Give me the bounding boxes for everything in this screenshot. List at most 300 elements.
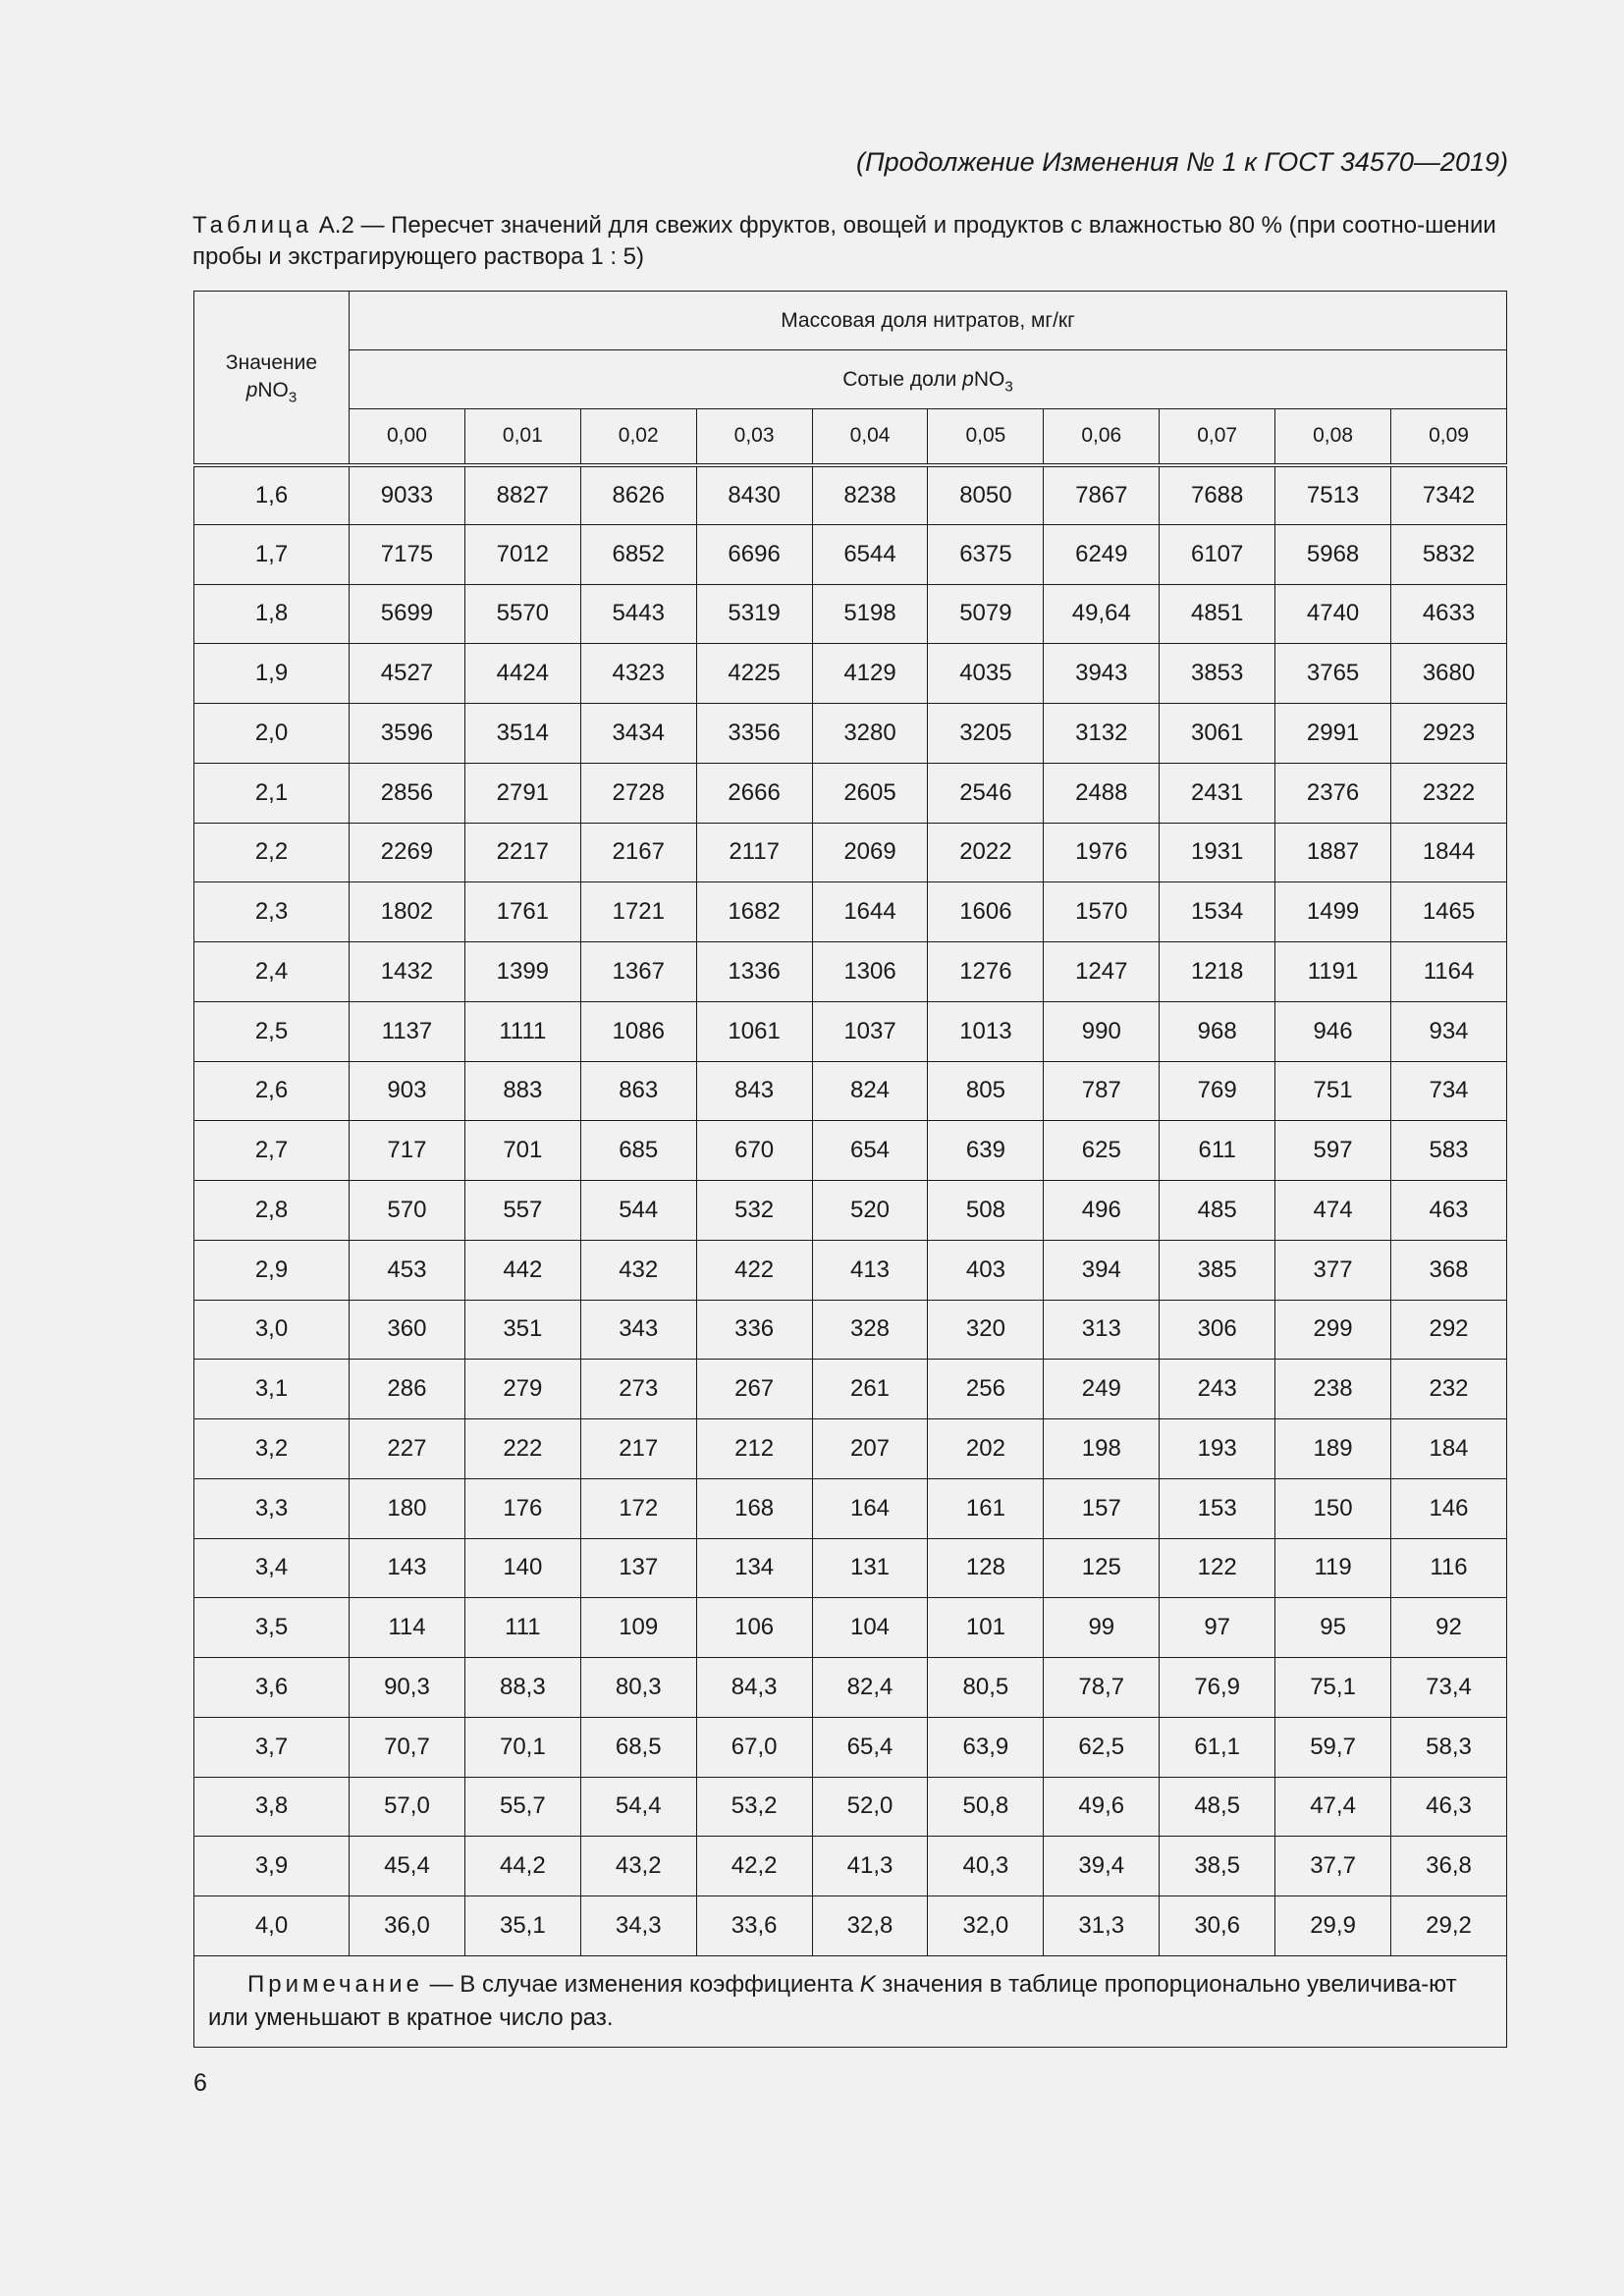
value-cell: 1887 [1275,823,1391,882]
value-cell: 1802 [350,882,465,942]
value-cell: 2117 [696,823,812,882]
row-param-cell: 2,6 [194,1061,350,1121]
row-param-cell: 3,1 [194,1360,350,1419]
value-cell: 202 [928,1419,1044,1479]
value-cell: 3765 [1275,644,1391,704]
table-row [194,704,1507,764]
value-cell: 320 [928,1300,1044,1360]
value-cell: 1721 [580,882,696,942]
value-cell: 1844 [1391,823,1507,882]
table-row [194,1896,1507,1956]
column-header: 0,01 [464,409,580,465]
table-row [194,1598,1507,1658]
value-cell: 3132 [1044,704,1160,764]
value-cell: 1218 [1160,942,1275,1002]
value-cell: 1306 [812,942,928,1002]
value-cell: 172 [580,1478,696,1538]
value-cell: 76,9 [1160,1658,1275,1718]
row-param-cell: 2,3 [194,882,350,942]
table-row [194,1360,1507,1419]
row-param-cell: 2,9 [194,1240,350,1300]
table-row [194,644,1507,704]
value-cell: 625 [1044,1121,1160,1181]
value-cell: 1247 [1044,942,1160,1002]
value-cell: 34,3 [580,1896,696,1956]
row-param-cell: 3,5 [194,1598,350,1658]
value-cell: 1164 [1391,942,1507,1002]
value-cell: 39,4 [1044,1837,1160,1896]
value-cell: 75,1 [1275,1658,1391,1718]
value-cell: 453 [350,1240,465,1300]
value-cell: 73,4 [1391,1658,1507,1718]
table-row [194,1300,1507,1360]
column-header: 0,03 [696,409,812,465]
note-label: Примечание [247,1970,423,1998]
value-cell: 2791 [464,763,580,823]
table-row [194,763,1507,823]
value-cell: 49,64 [1044,584,1160,644]
table-row [194,1001,1507,1061]
value-cell: 5570 [464,584,580,644]
running-head: (Продолжение Изменения № 1 к ГОСТ 34570—2019) [856,147,1508,177]
value-cell: 336 [696,1300,812,1360]
value-cell: 198 [1044,1419,1160,1479]
value-cell: 532 [696,1181,812,1241]
row-param-cell: 1,8 [194,584,350,644]
value-cell: 432 [580,1240,696,1300]
value-cell: 55,7 [464,1777,580,1837]
value-cell: 863 [580,1061,696,1121]
value-cell: 7513 [1275,465,1391,525]
value-cell: 2856 [350,763,465,823]
value-cell: 2605 [812,763,928,823]
row-param-cell: 1,7 [194,524,350,584]
value-cell: 32,8 [812,1896,928,1956]
value-cell: 463 [1391,1181,1507,1241]
row-param-cell: 2,4 [194,942,350,1002]
value-cell: 2431 [1160,763,1275,823]
nitrate-table [193,291,1507,2048]
value-cell: 1061 [696,1001,812,1061]
value-cell: 3061 [1160,704,1275,764]
value-cell: 6375 [928,524,1044,584]
value-cell: 134 [696,1538,812,1598]
value-cell: 685 [580,1121,696,1181]
table-row [194,1121,1507,1181]
value-cell: 37,7 [1275,1837,1391,1896]
value-cell: 1137 [350,1001,465,1061]
value-cell: 146 [1391,1478,1507,1538]
page-number: 6 [193,2069,207,2097]
value-cell: 7012 [464,524,580,584]
row-param-cell: 2,7 [194,1121,350,1181]
value-cell: 611 [1160,1121,1275,1181]
value-cell: 8626 [580,465,696,525]
table-row [194,823,1507,882]
value-cell: 88,3 [464,1658,580,1718]
row-param-cell: 1,6 [194,465,350,525]
value-cell: 1761 [464,882,580,942]
value-cell: 31,3 [1044,1896,1160,1956]
row-param-cell: 3,6 [194,1658,350,1718]
sub-header-var-sub: 3 [1004,377,1013,395]
value-cell: 4225 [696,644,812,704]
sub-header-text: Сотые доли [842,367,963,391]
value-cell: 29,2 [1391,1896,1507,1956]
value-cell: 193 [1160,1419,1275,1479]
row-param-cell: 3,4 [194,1538,350,1598]
value-cell: 189 [1275,1419,1391,1479]
value-cell: 4129 [812,644,928,704]
value-cell: 45,4 [350,1837,465,1896]
value-cell: 1013 [928,1001,1044,1061]
value-cell: 583 [1391,1121,1507,1181]
table-row [194,882,1507,942]
value-cell: 7175 [350,524,465,584]
value-cell: 570 [350,1181,465,1241]
value-cell: 161 [928,1478,1044,1538]
param-header-line1: Значение [225,351,318,375]
value-cell: 44,2 [464,1837,580,1896]
value-cell: 243 [1160,1360,1275,1419]
value-cell: 104 [812,1598,928,1658]
row-param-cell: 3,8 [194,1777,350,1837]
value-cell: 249 [1044,1360,1160,1419]
value-cell: 4035 [928,644,1044,704]
value-cell: 701 [464,1121,580,1181]
value-cell: 58,3 [1391,1717,1507,1777]
value-cell: 442 [464,1240,580,1300]
value-cell: 217 [580,1419,696,1479]
value-cell: 824 [812,1061,928,1121]
value-cell: 137 [580,1538,696,1598]
table-row [194,524,1507,584]
value-cell: 90,3 [350,1658,465,1718]
value-cell: 168 [696,1478,812,1538]
value-cell: 36,8 [1391,1837,1507,1896]
param-header-var-main: NO [257,379,289,402]
value-cell: 1399 [464,942,580,1002]
value-cell: 734 [1391,1061,1507,1121]
table-row [194,584,1507,644]
value-cell: 403 [928,1240,1044,1300]
column-header: 0,04 [812,409,928,465]
value-cell: 99 [1044,1598,1160,1658]
sub-header-var-main: NO [973,367,1005,391]
value-cell: 40,3 [928,1837,1044,1896]
value-cell: 32,0 [928,1896,1044,1956]
value-cell: 360 [350,1300,465,1360]
value-cell: 5079 [928,584,1044,644]
value-cell: 180 [350,1478,465,1538]
value-cell: 114 [350,1598,465,1658]
value-cell: 805 [928,1061,1044,1121]
value-cell: 3943 [1044,644,1160,704]
value-cell: 68,5 [580,1717,696,1777]
value-cell: 157 [1044,1478,1160,1538]
table-row [194,942,1507,1002]
table-body [194,465,1507,1956]
note-var: K [859,1970,876,1998]
value-cell: 207 [812,1419,928,1479]
value-cell: 82,4 [812,1658,928,1718]
table-row [194,1777,1507,1837]
row-param-cell: 3,7 [194,1717,350,1777]
value-cell: 946 [1275,1001,1391,1061]
row-param-cell: 2,0 [194,704,350,764]
value-cell: 1465 [1391,882,1507,942]
value-cell: 1086 [580,1001,696,1061]
value-cell: 544 [580,1181,696,1241]
value-cell: 53,2 [696,1777,812,1837]
value-cell: 306 [1160,1300,1275,1360]
value-cell: 5699 [350,584,465,644]
table-row [194,1837,1507,1896]
param-header-var-sub: 3 [288,389,298,406]
table-row [194,1538,1507,1598]
value-cell: 150 [1275,1478,1391,1538]
value-cell: 751 [1275,1061,1391,1121]
value-cell: 6696 [696,524,812,584]
column-header: 0,00 [350,409,465,465]
value-cell: 70,1 [464,1717,580,1777]
value-cell: 119 [1275,1538,1391,1598]
value-cell: 2546 [928,763,1044,823]
value-cell: 1644 [812,882,928,942]
value-cell: 934 [1391,1001,1507,1061]
value-cell: 2269 [350,823,465,882]
value-cell: 3596 [350,704,465,764]
value-cell: 1931 [1160,823,1275,882]
value-cell: 787 [1044,1061,1160,1121]
value-cell: 67,0 [696,1717,812,1777]
value-cell: 261 [812,1360,928,1419]
value-cell: 6852 [580,524,696,584]
value-cell: 351 [464,1300,580,1360]
value-cell: 49,6 [1044,1777,1160,1837]
value-cell: 968 [1160,1001,1275,1061]
value-cell: 3434 [580,704,696,764]
value-cell: 8050 [928,465,1044,525]
value-cell: 8827 [464,465,580,525]
value-cell: 2322 [1391,763,1507,823]
value-cell: 286 [350,1360,465,1419]
value-cell: 6249 [1044,524,1160,584]
value-cell: 1336 [696,942,812,1002]
value-cell: 256 [928,1360,1044,1419]
table-row [194,465,1507,525]
value-cell: 97 [1160,1598,1275,1658]
value-cell: 46,3 [1391,1777,1507,1837]
value-cell: 5198 [812,584,928,644]
value-cell: 48,5 [1160,1777,1275,1837]
row-param-cell: 2,1 [194,763,350,823]
caption-text: — Пересчет значений для свежих фруктов, овощей и продуктов с влажностью 80 % (при соотно-шении пробы и экстрагирующего раствора 1 : 5) [192,212,1496,270]
value-cell: 122 [1160,1538,1275,1598]
value-cell: 57,0 [350,1777,465,1837]
value-cell: 6107 [1160,524,1275,584]
value-cell: 111 [464,1598,580,1658]
value-cell: 33,6 [696,1896,812,1956]
value-cell: 1432 [350,942,465,1002]
value-cell: 717 [350,1121,465,1181]
value-cell: 8430 [696,465,812,525]
value-cell: 4740 [1275,584,1391,644]
value-cell: 128 [928,1538,1044,1598]
table-row [194,1717,1507,1777]
value-cell: 6544 [812,524,928,584]
value-cell: 654 [812,1121,928,1181]
row-param-cell: 3,9 [194,1837,350,1896]
table-row [194,1181,1507,1241]
value-cell: 5832 [1391,524,1507,584]
row-param-cell: 3,2 [194,1419,350,1479]
row-param-cell: 2,5 [194,1001,350,1061]
value-cell: 2666 [696,763,812,823]
column-header: 0,09 [1391,409,1507,465]
value-cell: 36,0 [350,1896,465,1956]
value-cell: 422 [696,1240,812,1300]
value-cell: 5319 [696,584,812,644]
table-note [194,1955,1507,2047]
value-cell: 3280 [812,704,928,764]
value-cell: 5443 [580,584,696,644]
value-cell: 377 [1275,1240,1391,1300]
value-cell: 273 [580,1360,696,1419]
value-cell: 1976 [1044,823,1160,882]
value-cell: 116 [1391,1538,1507,1598]
value-cell: 1367 [580,942,696,1002]
value-cell: 385 [1160,1240,1275,1300]
value-cell: 313 [1044,1300,1160,1360]
value-cell: 54,4 [580,1777,696,1837]
value-cell: 2069 [812,823,928,882]
value-cell: 30,6 [1160,1896,1275,1956]
row-param-cell: 4,0 [194,1896,350,1956]
value-cell: 474 [1275,1181,1391,1241]
caption-label: Таблица [192,212,313,239]
value-cell: 109 [580,1598,696,1658]
value-cell: 1499 [1275,882,1391,942]
value-cell: 4633 [1391,584,1507,644]
value-cell: 59,7 [1275,1717,1391,1777]
value-cell: 1111 [464,1001,580,1061]
value-cell: 63,9 [928,1717,1044,1777]
value-cell: 52,0 [812,1777,928,1837]
value-cell: 3680 [1391,644,1507,704]
value-cell: 153 [1160,1478,1275,1538]
table-header [194,292,1507,465]
value-cell: 413 [812,1240,928,1300]
value-cell: 508 [928,1181,1044,1241]
value-cell: 212 [696,1419,812,1479]
value-cell: 279 [464,1360,580,1419]
value-cell: 267 [696,1360,812,1419]
value-cell: 238 [1275,1360,1391,1419]
value-cell: 95 [1275,1598,1391,1658]
group-header: Массовая доля нитратов, мг/кг [350,292,1507,350]
value-cell: 43,2 [580,1837,696,1896]
note-post: значения в таблице пропорционально увеличива-ют или уменьшают в кратное число раз. [208,1970,1457,2031]
value-cell: 520 [812,1181,928,1241]
value-cell: 5968 [1275,524,1391,584]
note-pre: — В случае изменения коэффициента [429,1970,860,1998]
table-caption [192,210,1508,273]
row-param-cell: 2,8 [194,1181,350,1241]
value-cell: 4424 [464,644,580,704]
value-cell: 106 [696,1598,812,1658]
value-cell: 42,2 [696,1837,812,1896]
value-cell: 1276 [928,942,1044,1002]
value-cell: 140 [464,1538,580,1598]
value-cell: 50,8 [928,1777,1044,1837]
value-cell: 7688 [1160,465,1275,525]
value-cell: 2728 [580,763,696,823]
value-cell: 92 [1391,1598,1507,1658]
value-cell: 176 [464,1478,580,1538]
value-cell: 47,4 [1275,1777,1391,1837]
value-cell: 639 [928,1121,1044,1181]
value-cell: 343 [580,1300,696,1360]
column-header: 0,07 [1160,409,1275,465]
value-cell: 232 [1391,1360,1507,1419]
table-row [194,1061,1507,1121]
column-header-row [194,409,1507,465]
param-header [194,292,350,465]
value-cell: 1191 [1275,942,1391,1002]
value-cell: 84,3 [696,1658,812,1718]
value-cell: 164 [812,1478,928,1538]
value-cell: 80,3 [580,1658,696,1718]
value-cell: 143 [350,1538,465,1598]
value-cell: 769 [1160,1061,1275,1121]
value-cell: 3514 [464,704,580,764]
value-cell: 292 [1391,1300,1507,1360]
value-cell: 41,3 [812,1837,928,1896]
value-cell: 1037 [812,1001,928,1061]
table-row [194,1478,1507,1538]
value-cell: 70,7 [350,1717,465,1777]
row-param-cell: 3,0 [194,1300,350,1360]
value-cell: 1570 [1044,882,1160,942]
value-cell: 29,9 [1275,1896,1391,1956]
row-param-cell: 1,9 [194,644,350,704]
value-cell: 35,1 [464,1896,580,1956]
value-cell: 61,1 [1160,1717,1275,1777]
value-cell: 1682 [696,882,812,942]
value-cell: 78,7 [1044,1658,1160,1718]
value-cell: 131 [812,1538,928,1598]
value-cell: 2923 [1391,704,1507,764]
value-cell: 184 [1391,1419,1507,1479]
value-cell: 394 [1044,1240,1160,1300]
value-cell: 299 [1275,1300,1391,1360]
value-cell: 496 [1044,1181,1160,1241]
column-header: 0,08 [1275,409,1391,465]
value-cell: 903 [350,1061,465,1121]
value-cell: 2488 [1044,763,1160,823]
row-param-cell: 2,2 [194,823,350,882]
value-cell: 2167 [580,823,696,882]
table-row [194,1240,1507,1300]
value-cell: 328 [812,1300,928,1360]
value-cell: 843 [696,1061,812,1121]
value-cell: 2022 [928,823,1044,882]
value-cell: 2376 [1275,763,1391,823]
row-param-cell: 3,3 [194,1478,350,1538]
value-cell: 368 [1391,1240,1507,1300]
table-row [194,1419,1507,1479]
